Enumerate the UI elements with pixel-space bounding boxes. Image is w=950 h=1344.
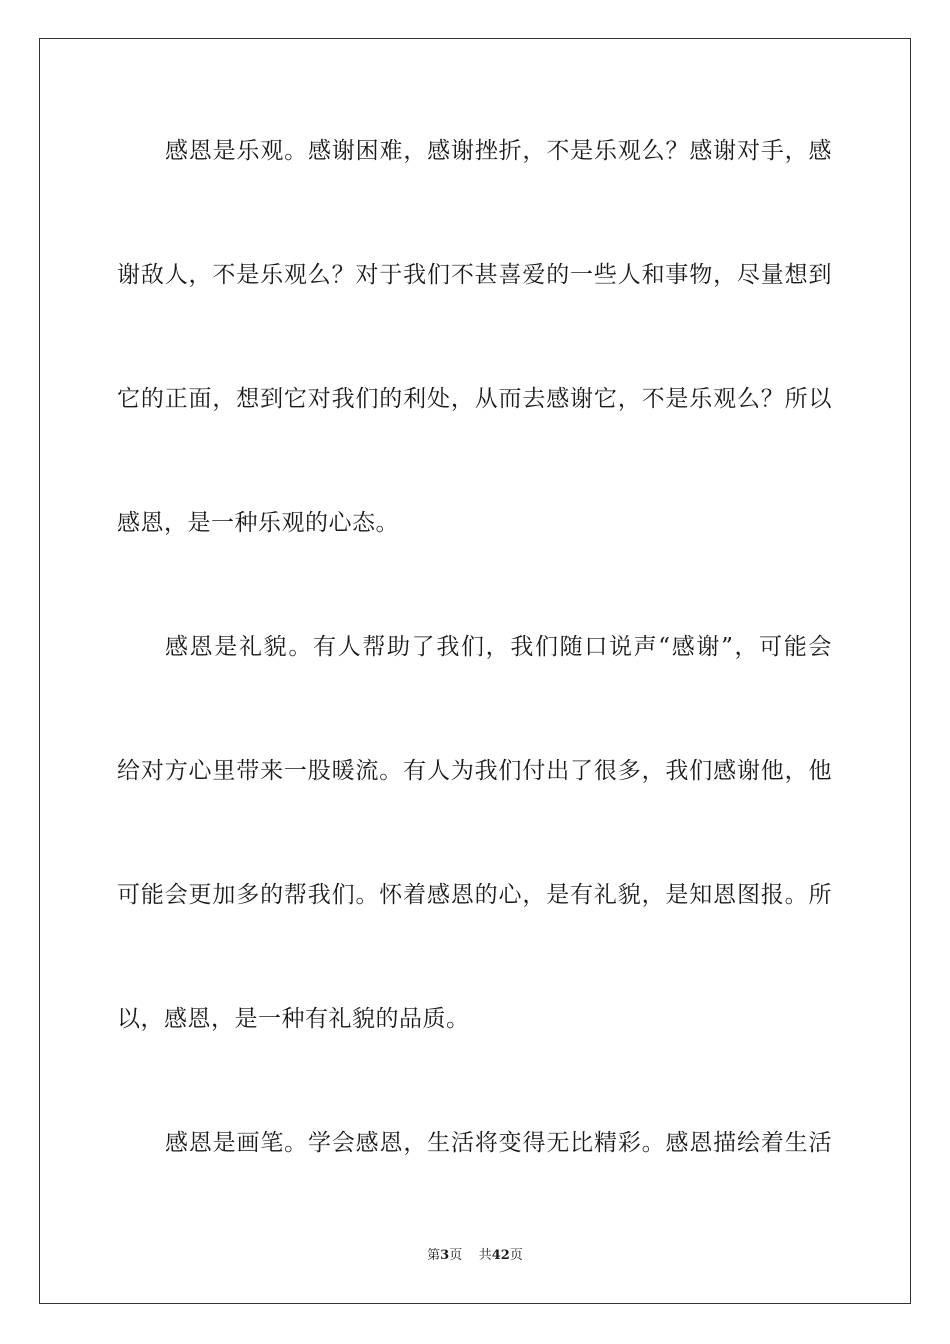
page-footer	[0, 1247, 950, 1265]
footer-total-pages: 42	[491, 1248, 510, 1263]
footer-total-suffix: 页	[509, 1248, 523, 1263]
footer-total-prefix: 共	[478, 1248, 492, 1263]
paragraph-1-line-2: 谢敌人，不是乐观么？对于我们不甚喜爱的一些人和事物，尽量想到	[117, 262, 832, 288]
footer-page-suffix: 页	[449, 1248, 463, 1263]
paragraph-2-line-4: 以，感恩，是一种有礼貌的品质。	[117, 1006, 470, 1032]
paragraph-2-line-2: 给对方心里带来一股暖流。有人为我们付出了很多，我们感谢他，他	[117, 758, 832, 784]
paragraph-2-line-3: 可能会更加多的帮我们。怀着感恩的心，是有礼貌，是知恩图报。所	[117, 882, 832, 908]
footer-page-number: 3	[440, 1248, 450, 1263]
paragraph-3-line-1: 感恩是画笔。学会感恩，生活将变得无比精彩。感恩描绘着生活	[165, 1130, 832, 1156]
footer-page-prefix: 第	[427, 1248, 441, 1263]
paragraph-1-line-1: 感恩是乐观。感谢困难，感谢挫折，不是乐观么？感谢对手，感	[165, 138, 832, 164]
paragraph-1-line-3: 它的正面，想到它对我们的利处，从而去感谢它，不是乐观么？所以	[117, 386, 832, 412]
paragraph-1-line-4: 感恩，是一种乐观的心态。	[117, 510, 399, 536]
page-border	[39, 38, 911, 1304]
paragraph-2-line-1: 感恩是礼貌。有人帮助了我们，我们随口说声“感谢”，可能会	[165, 634, 832, 660]
